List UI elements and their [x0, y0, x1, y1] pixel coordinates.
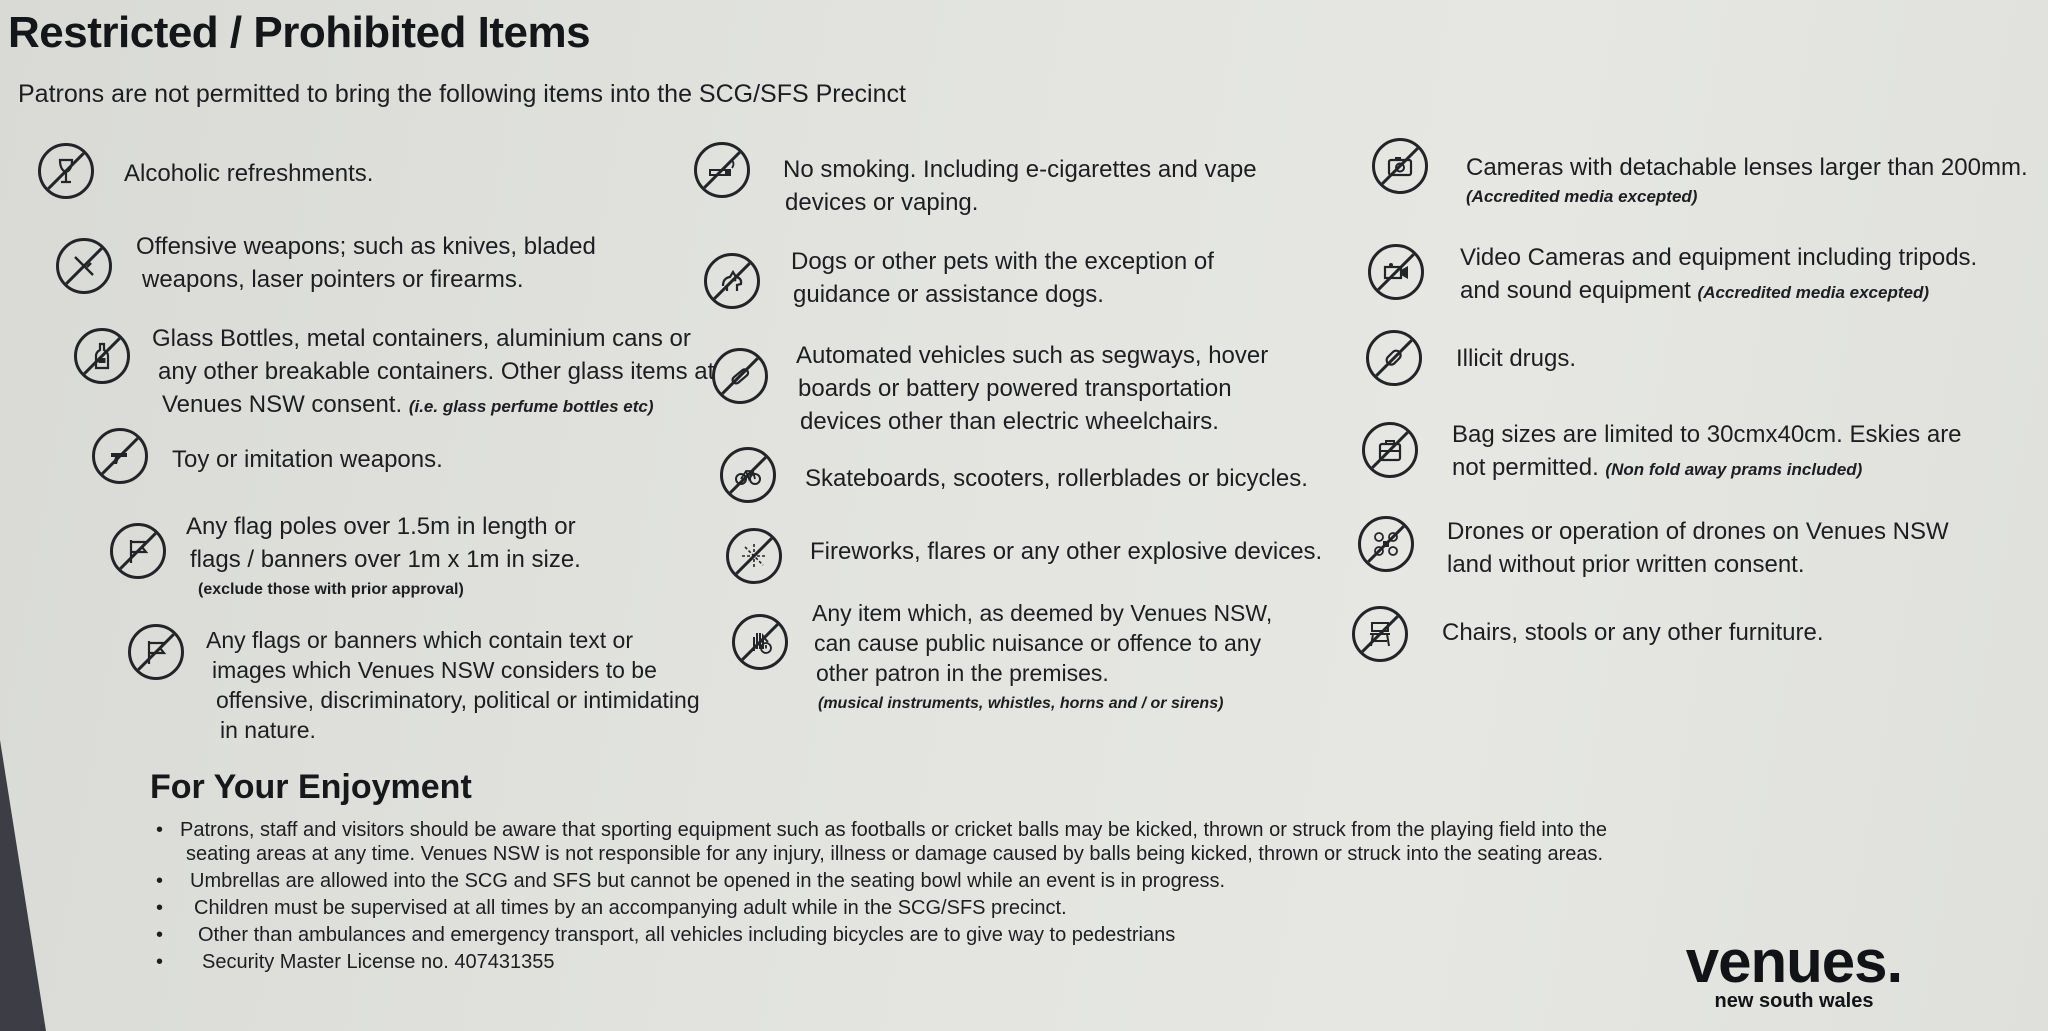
item-flag-poles-line: Any flag poles over 1.5m in length or	[186, 513, 576, 540]
firework-icon	[726, 528, 782, 584]
dog-icon	[704, 253, 760, 309]
flag-icon	[128, 624, 184, 680]
item-dogs-line: guidance or assistance dogs.	[793, 281, 1104, 308]
item-dogs-line: Dogs or other pets with the exception of	[791, 248, 1214, 275]
video-camera-icon	[1368, 244, 1424, 300]
item-nuisance-note: (musical instruments, whistles, horns and / or sirens)	[818, 695, 1224, 712]
item-smoking-line: devices or vaping.	[785, 189, 979, 216]
item-vehicles-line: Automated vehicles such as segways, hover	[796, 342, 1269, 369]
camera-icon	[1372, 138, 1428, 194]
item-drones-line: Drones or operation of drones on Venues NSW	[1447, 518, 1949, 545]
item-vehicles-line: boards or battery powered transportation	[798, 375, 1232, 402]
item-nuisance-line: other patron in the premises.	[816, 660, 1109, 686]
flag-icon	[110, 523, 166, 579]
item-skateboards-line: Skateboards, scooters, rollerblades or bicycles.	[805, 465, 1308, 492]
item-glass-line: Venues NSW consent.	[162, 391, 403, 418]
item-toy-weapons-line: Toy or imitation weapons.	[172, 446, 443, 473]
toy-gun-icon	[92, 428, 148, 484]
item-video-line: and sound equipment	[1460, 277, 1691, 304]
item-weapons-line: Offensive weapons; such as knives, bladed	[136, 233, 596, 260]
item-cameras-note: (Accredited media excepted)	[1466, 187, 1698, 206]
wine-glass-icon	[38, 143, 94, 199]
enjoyment-bullet: • Umbrellas are allowed into the SCG and SFS but cannot be opened in the seating bowl while an event is in progress.	[150, 869, 1607, 893]
enjoyment-bullet: • Children must be supervised at all times by an accompanying adult while in the SCG/SFS precinct.	[150, 896, 1607, 920]
item-flag-poles-note: (exclude those with prior approval)	[198, 581, 464, 598]
item-glass-note: (i.e. glass perfume bottles etc)	[408, 397, 654, 416]
logo-subtitle: new south wales	[1714, 990, 1874, 1012]
bicycle-icon	[720, 447, 776, 503]
item-alcohol-line: Alcoholic refreshments.	[124, 160, 374, 187]
cigarette-icon	[694, 142, 750, 198]
venues-nsw-logo	[1652, 928, 1936, 1013]
item-video-note: (Accredited media excepted)	[1697, 283, 1929, 302]
chair-icon	[1352, 606, 1408, 662]
page-subtitle: Patrons are not permitted to bring the following items into the SCG/SFS Precinct	[18, 80, 906, 108]
item-furniture-line: Chairs, stools or any other furniture.	[1442, 619, 1824, 646]
bottle-icon	[74, 328, 130, 384]
item-bags-line: Bag sizes are limited to 30cmx40cm. Eskies are	[1452, 421, 1962, 448]
knife-icon	[56, 238, 112, 294]
item-glass-line: Glass Bottles, metal containers, aluminium cans or	[152, 325, 691, 352]
bag-icon	[1362, 422, 1418, 478]
logo-wordmark: venues.	[1685, 928, 1903, 995]
item-drugs-line: Illicit drugs.	[1456, 345, 1577, 372]
item-flag-poles-line: flags / banners over 1m x 1m in size.	[190, 546, 581, 573]
item-drones-line: land without prior written consent.	[1447, 551, 1805, 578]
enjoyment-list	[150, 818, 1607, 977]
enjoyment-bullet: • Patrons, staff and visitors should be aware that sporting equipment such as footballs or cricket balls may be kicked, thrown or struck from the playing field into the seating areas at any time. Venues NSW is not responsible for any injury, illness or damage caused by balls being kicked, thrown or struck into the seating areas.	[150, 818, 1607, 866]
item-bags-note: (Non fold away prams included)	[1605, 460, 1863, 479]
page-title: Restricted / Prohibited Items	[8, 8, 591, 57]
item-cameras-line: Cameras with detachable lenses larger than 200mm.	[1466, 154, 2028, 181]
enjoyment-bullet: • Other than ambulances and emergency transport, all vehicles including bicycles are to give way to pedestrians	[150, 923, 1607, 947]
hand-warning-icon	[732, 614, 788, 670]
item-flags-text-line: in nature.	[220, 717, 316, 743]
item-nuisance-line: Any item which, as deemed by Venues NSW,	[812, 600, 1273, 626]
item-nuisance-line: can cause public nuisance or offence to any	[814, 630, 1262, 656]
item-vehicles-line: devices other than electric wheelchairs.	[800, 408, 1219, 435]
hoverboard-icon	[712, 348, 768, 404]
item-fireworks-line: Fireworks, flares or any other explosive devices.	[810, 538, 1323, 565]
item-weapons-line: weapons, laser pointers or firearms.	[142, 266, 524, 293]
pill-icon	[1366, 330, 1422, 386]
item-flags-text-line: offensive, discriminatory, political or intimidating	[216, 687, 700, 713]
item-bags-line: not permitted.	[1452, 454, 1599, 481]
background-corner	[0, 740, 46, 1031]
item-glass-line: any other breakable containers. Other glass items at	[158, 358, 715, 385]
enjoyment-title: For Your Enjoyment	[150, 768, 472, 806]
enjoyment-bullet: • Security Master License no. 407431355	[150, 950, 1607, 974]
item-flags-text-line: images which Venues NSW considers to be	[212, 657, 657, 683]
drone-icon	[1358, 516, 1414, 572]
item-flags-text-line: Any flags or banners which contain text or	[206, 627, 634, 653]
item-video-line: Video Cameras and equipment including tripods.	[1460, 244, 1978, 271]
item-smoking-line: No smoking. Including e-cigarettes and vape	[783, 156, 1257, 183]
